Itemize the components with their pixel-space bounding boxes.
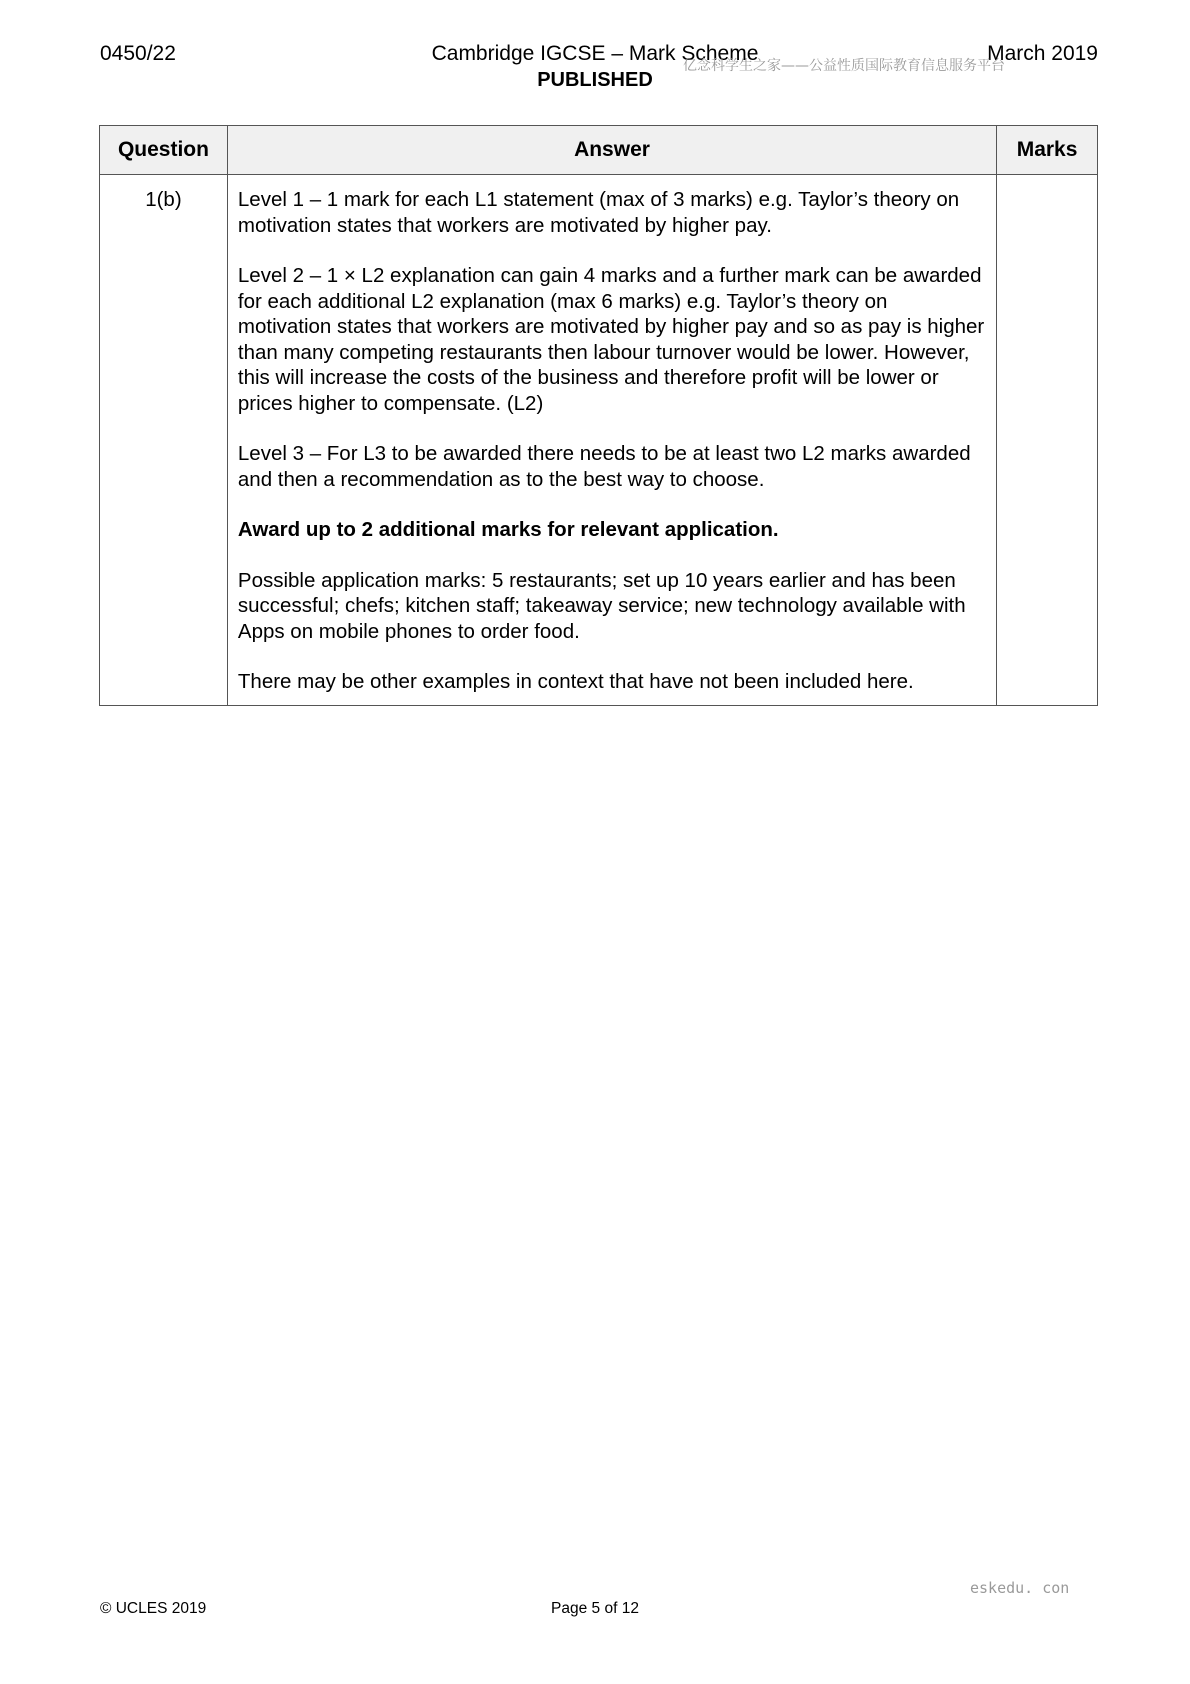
page-number: Page 5 of 12 (551, 1600, 639, 1617)
table-row (100, 175, 1098, 706)
copyright-notice: © UCLES 2019 (100, 1600, 207, 1617)
question-number: 1(b) (100, 175, 228, 706)
document-title: Cambridge IGCSE – Mark Scheme (431, 42, 759, 65)
published-label: PUBLISHED (537, 69, 653, 91)
answer-level-2: Level 2 – 1 × L2 explanation can gain 4 marks and a further mark can be awarded for each additional L2 explanation (max 6 marks) e.g. Taylor’s theory on motivation states that workers are motivated by higher pay and so as pay is higher than many competing restaurants then labour turnover would be lower. However, this will increase the costs of the business and therefore profit will be lower or prices higher to compensate. (L2) (237, 264, 985, 415)
answer-application-marks: Possible application marks: 5 restaurants; set up 10 years earlier and has been successful; chefs; kitchen staff; takeaway service; new technology available with Apps on mobile phones to order food. (237, 568, 966, 643)
answer-level-1: Level 1 – 1 mark for each L1 statement (max of 3 marks) e.g. Taylor’s theory on motivation states that workers are motivated by higher pay. (237, 188, 960, 237)
column-header-answer: Answer (227, 126, 996, 175)
footer-watermark: eskedu. con (970, 1579, 1070, 1597)
exam-code: 0450/22 (100, 42, 176, 65)
answer-level-3: Level 3 – For L3 to be awarded there needs to be at least two L2 marks awarded and then a recommendation as to the best way to choose. (237, 442, 971, 491)
answer-application-note: Award up to 2 additional marks for relevant application. (237, 518, 779, 541)
exam-date: March 2019 (987, 42, 1098, 65)
mark-scheme-table (99, 125, 1098, 706)
marks-cell (997, 175, 1098, 706)
table-header-row (100, 126, 1098, 175)
watermark-text: 亿念科学生之家——公益性质国际教育信息服务平台 (683, 58, 1005, 74)
column-header-question: Question (100, 126, 228, 175)
answer-cell (227, 175, 996, 706)
column-header-marks: Marks (997, 126, 1098, 175)
answer-other-examples: There may be other examples in context that have not been included here. (237, 670, 914, 693)
